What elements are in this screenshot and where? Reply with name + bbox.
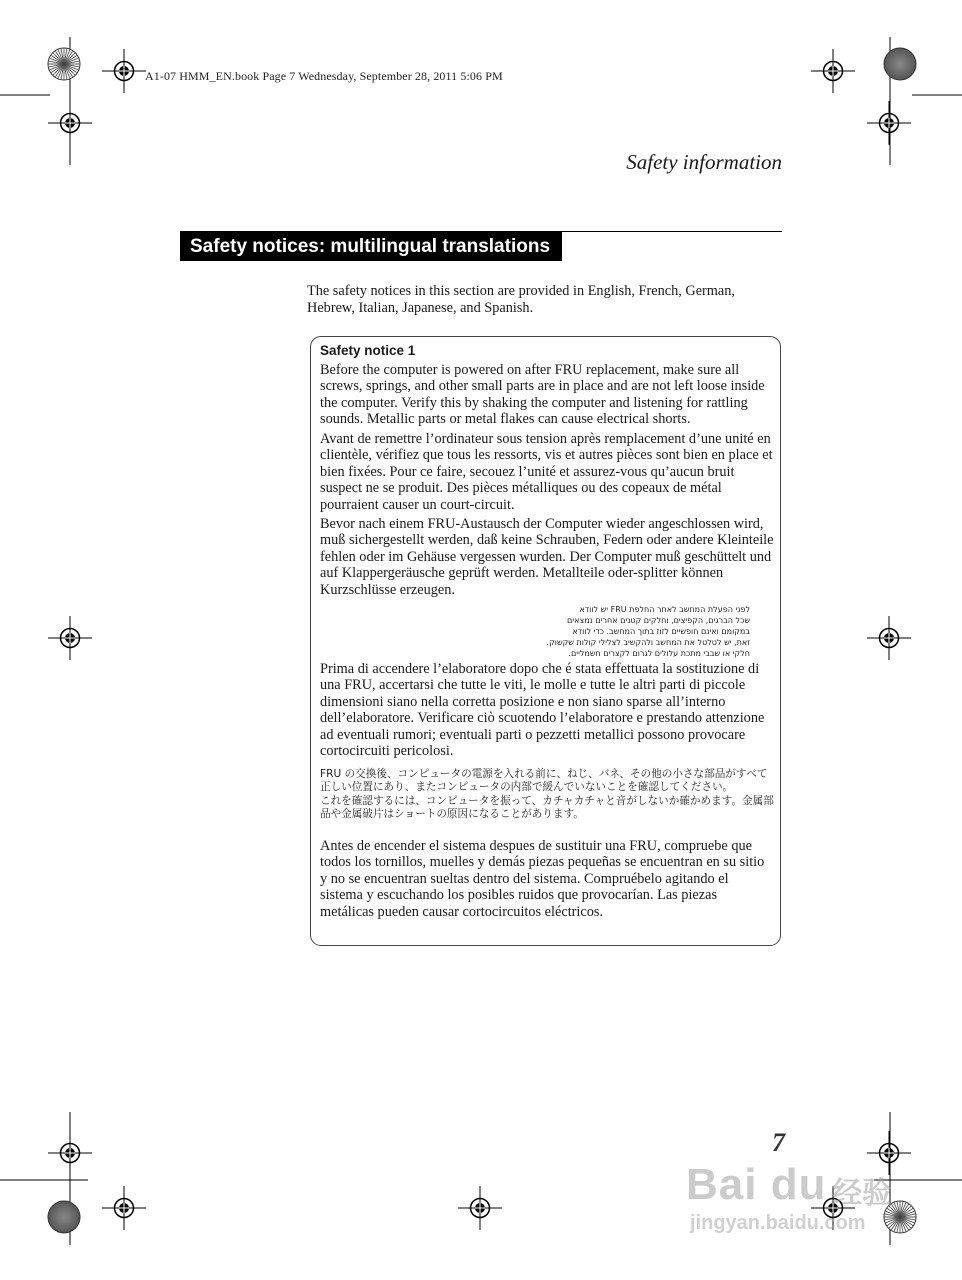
notice-french: Avant de remettre l’ordinateur sous tension après remplacement d’une unité en clientèle, vérifiez que tous les ressorts, vis et autres pièces sont bien en place et bien fixées. Pour ce faire, secouez l’unité et assurez-vous qu’aucun bruit suspect ne se produit. Des pièces métalliques ou des copeaux de métal pourraient causer un court-circuit. [320,431,773,513]
print-slug-header: A1-07 HMM_EN.book Page 7 Wednesday, September 28, 2011 5:06 PM [145,69,503,83]
section-title: Safety notices: multilingual translations [180,232,562,261]
notice-english: Before the computer is powered on after FRU replacement, make sure all screws, springs, and other small parts are in place and are not left loose inside the computer. Verify this by shaking the computer and listening for rattling sounds. Metallic parts or metal flakes can cause electrical shorts. [320,362,765,428]
notice-german: Bevor nach einem FRU-Austausch der Computer wieder angeschlossen wird, muß sichergestellt werden, daß keine Schrauben, Federn oder andere Kleinteile fehlen oder im Gehäuse vergessen wurden. Der Computer muß geschüttelt und auf Klappergeräusche geprüft werden. Metallteile oder-splitter können Kurzschlüsse erzeugen. [320,516,774,598]
baidu-watermark [686,1160,926,1252]
running-header-title: Safety information [626,150,782,174]
watermark-brand: Bai du [686,1160,827,1209]
page-number: 7 [772,1128,785,1157]
notice-japanese: FRU の交換後、コンピュータの電源を入れる前に、ねじ、バネ、その他の小さな部品がすべて正しい位置にあり、またコンピュータの内部で緩んでいないことを確認してください。 これを確認するには、コンピュータを振って、カチャカチャと音がしないか確かめます。金属部品や金属破片はショートの原因になることがあります。 [320,768,774,821]
safety-notice-title: Safety notice 1 [320,343,416,358]
watermark-chinese: 经验 [832,1176,892,1211]
watermark-url: jingyan.baidu.com [690,1212,866,1234]
notice-italian: Prima di accendere l’elaboratore dopo che é stata effettuata la sostituzione di una FRU, accertarsi che tutte le viti, le molle e tutte le altri parti di piccole dimensioni siano nella corretta posizione e non siano sparse all’interno dell’elaboratore. Verificare ciò scuotendo l’elaboratore e prestando attenzione ad eventuali rumori; eventuali parti o pezzetti metallici possono provocare cortocircuiti pericolosi. [320,661,765,760]
notice-hebrew: לפני הפעלת המחשב לאחר החלפת FRU יש לוודא שכל הברגים, הקפיצים, וחלקים קטנים אחרים נמצאים במקומם ואינם חופשיים לזוז בתוך המחשב. כדי לוודא זאת, יש לטלטל את המחשב ולהקשיב לצלילי קולות שקשוק. חלקי או שבבי מתכת עלולים לגרום לקצרים חשמליים. [546,605,750,658]
intro-paragraph: The safety notices in this section are provided in English, French, German, Hebrew, Italian, Japanese, and Spanish. [307,283,735,316]
notice-spanish: Antes de encender el sistema despues de sustituir una FRU, compruebe que todos los tornillos, muelles y demás piezas pequeñas se encuentran en su sitio y no se encuentran sueltas dentro del sistema. Compruébelo agitando el sistema y escuchando los posibles ruidos que provocarían. Las piezas metálicas pueden causar cortocircuitos eléctricos. [320,838,765,920]
